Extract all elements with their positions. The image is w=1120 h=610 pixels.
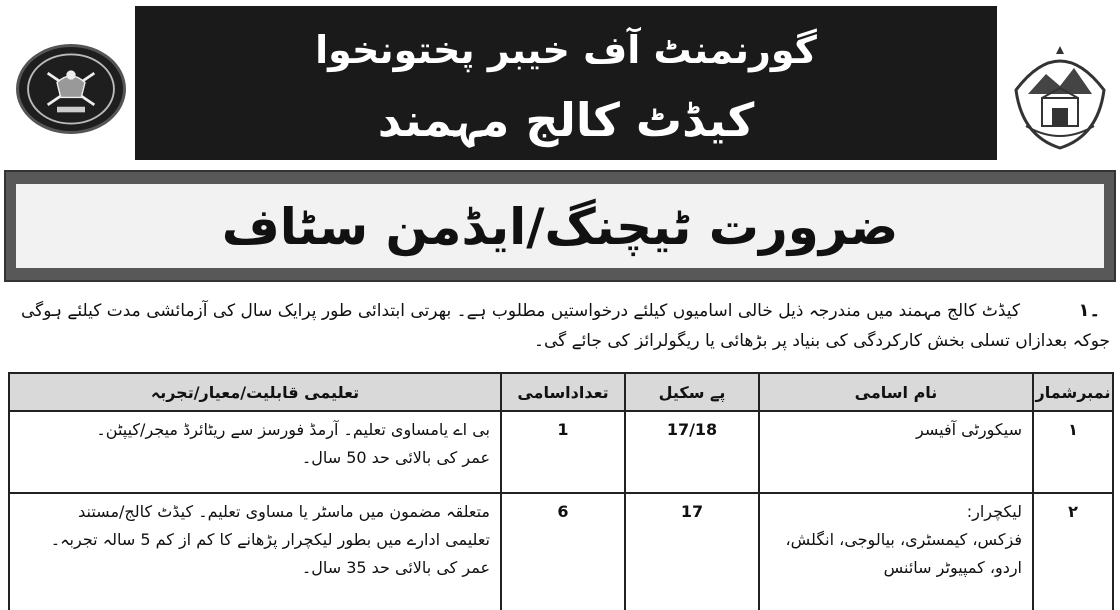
notice-line-2: جوکہ بعدازاں تسلی بخش کارکردگی کی بنیاد پر بڑھائی یا ریگولرائز کی جائے گی۔ [533,331,1110,351]
government-title: گورنمنٹ آف خیبر پختونخوا [315,28,817,72]
notice-line-1: کیڈٹ کالج مہمند میں مندرجہ ذیل خالی اسامیوں کیلئے درخواستیں مطلوب ہے۔ بھرتی ابتدائی طور پرایک سال کی آزمائشی مدت کیلئے ہوگی [21,301,1020,321]
row-post: سیکورٹی آفیسر [759,411,1033,493]
qualification-line: بی اے یامساوی تعلیم۔ آرمڈ فورسز سے ریٹائرڈ میجر/کیپٹن۔ [96,420,490,439]
header-banner [135,6,997,160]
table-row [9,411,1113,493]
row-scale: 17/18 [625,411,759,493]
qualification-line: عمر کی بالائی حد 50 سال۔ [301,448,490,467]
cadet-college-crest-icon [16,44,126,134]
post-line: فزکس، کیمسٹری، بیالوجی، انگلش، [785,530,1022,549]
row-serial: ۲ [1033,493,1113,610]
table-header-row [9,373,1113,411]
vacancy-title: ضرورت ٹیچنگ/ایڈمن سٹاف [16,184,1104,268]
row-scale: 17 [625,493,759,610]
row-count: 1 [501,411,625,493]
qualification-line: متعلقہ مضمون میں ماسٹر یا مساوی تعلیم۔ کیڈٹ کالج/مستند [78,502,490,521]
kpk-government-emblem-icon [1006,40,1114,152]
header-post: نام اسامی [759,373,1033,411]
header-qualification: تعلیمی قابلیت/معیار/تجربہ [9,373,501,411]
header-serial: نمبرشمار [1033,373,1113,411]
table-row [9,493,1113,610]
header-count: تعداداسامی [501,373,625,411]
row-qualification [9,493,501,610]
notice-number: ۱۔ [1078,300,1100,321]
post-line: اردو، کمپیوٹر سائنس [883,558,1022,577]
row-qualification [9,411,501,493]
qualification-line: عمر کی بالائی حد 35 سال۔ [301,558,490,577]
row-serial: ۱ [1033,411,1113,493]
qualification-line: تعلیمی ادارے میں بطور لیکچرار پڑھانے کا کم از کم 5 سالہ تجربہ۔ [50,530,490,549]
post-line: لیکچرار: [966,502,1022,521]
row-post [759,493,1033,610]
header-scale: پے سکیل [625,373,759,411]
row-count: 6 [501,493,625,610]
college-title: کیڈٹ کالج مہمند [377,93,755,147]
vacancy-banner [4,170,1116,282]
vacancies-table [8,372,1114,610]
